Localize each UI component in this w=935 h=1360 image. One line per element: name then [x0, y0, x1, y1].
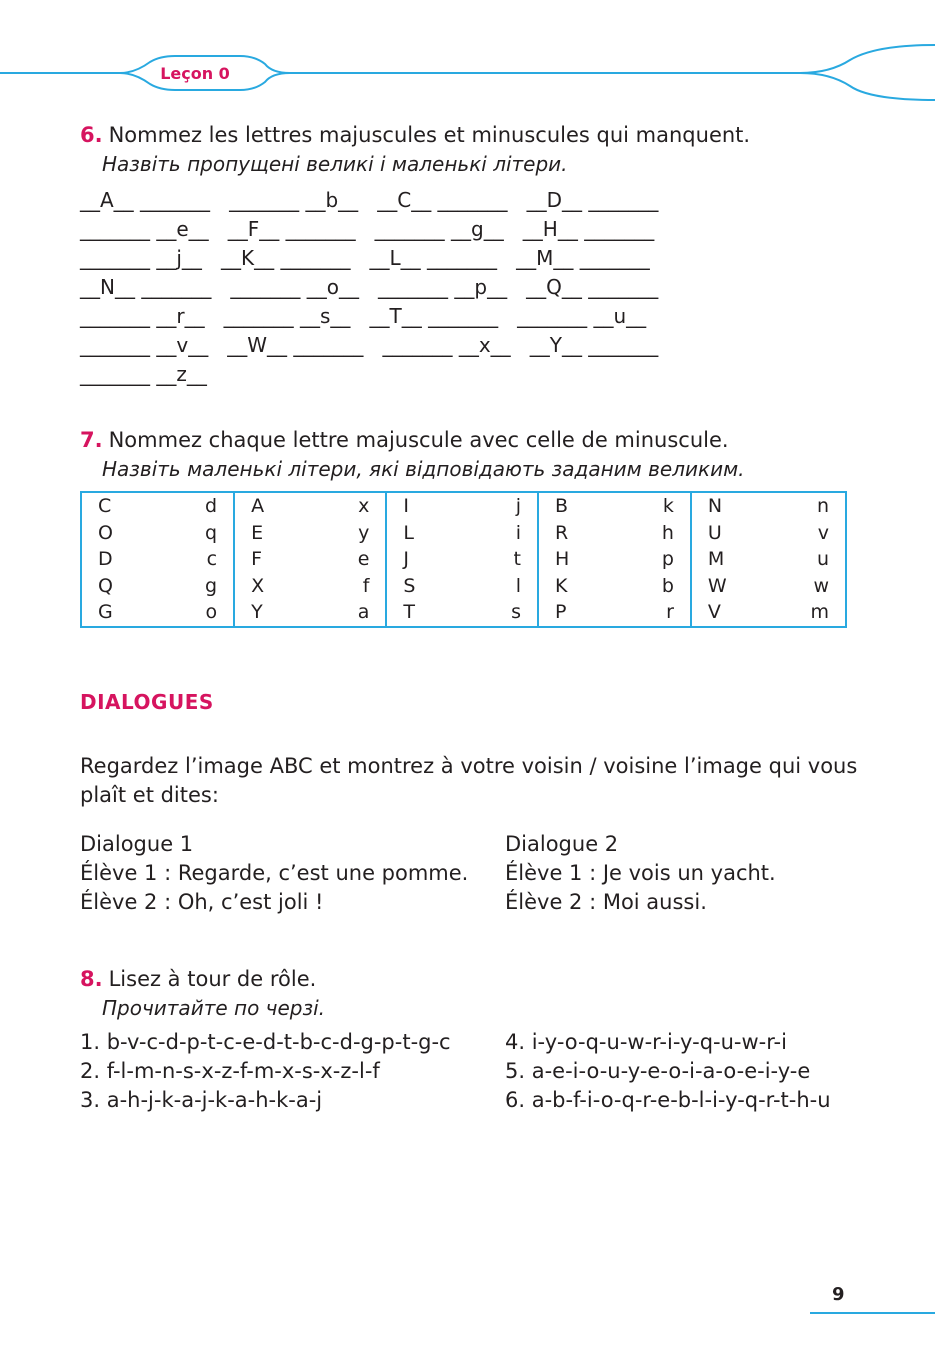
- letter-pair: [708, 493, 829, 520]
- dialogue-line: Élève 1 : Regarde, c’est une pomme.: [80, 861, 469, 885]
- exercise-subtitle: Прочитайте по черзі.: [102, 996, 326, 1020]
- blank-row: _______ __e__ __F__ _______ _______ __g__ __H__ _______: [80, 217, 655, 241]
- lowercase-letter: d: [205, 495, 218, 517]
- lowercase-letter: x: [358, 495, 370, 517]
- blank-row: __N__ _______ _______ __o__ _______ __p__ __Q__ _______: [80, 275, 659, 299]
- sequence-item: 5. a-e-i-o-u-y-e-o-i-a-o-e-i-y-e: [505, 1059, 811, 1083]
- letter-pair: [251, 599, 369, 626]
- lesson-label: Leçon 0: [160, 63, 230, 83]
- letter-pair: [555, 493, 674, 520]
- uppercase-letter: U: [707, 521, 722, 544]
- lowercase-letter: c: [206, 548, 218, 570]
- letter-pair: [251, 573, 369, 600]
- uppercase-letter: O: [98, 521, 113, 544]
- lowercase-letter: s: [511, 601, 521, 623]
- lowercase-letter: m: [810, 601, 829, 623]
- exercise-title: Nommez les lettres majuscules et minuscules qui manquent.: [108, 123, 751, 147]
- dialogue-line: Élève 2 : Oh, c’est joli !: [80, 890, 324, 914]
- exercise-title: Nommez chaque lettre majuscule avec celle de minuscule.: [108, 428, 729, 452]
- dialogue-line: Élève 2 : Moi aussi.: [505, 890, 707, 914]
- letter-matching-table: [80, 491, 847, 628]
- uppercase-letter: L: [403, 521, 414, 544]
- letter-pair: [251, 546, 369, 573]
- letter-pair: [251, 493, 369, 520]
- exercise-8-header: [80, 965, 325, 1023]
- lowercase-letter: g: [205, 574, 218, 597]
- exercise-subtitle: Назвіть маленькі літери, які відповідають заданим великим.: [102, 457, 745, 481]
- letter-pair: [403, 493, 521, 520]
- letter-pair: [555, 599, 674, 626]
- letter-pair: [403, 599, 521, 626]
- exercise-subtitle: Назвіть пропущені великі і маленькі літери.: [102, 152, 568, 176]
- lowercase-letter: o: [205, 601, 218, 623]
- lowercase-letter: n: [816, 495, 829, 517]
- blank-row: __A__ _______ _______ __b__ __C__ _______ __D__ _______: [80, 188, 659, 212]
- dialogue-1: [80, 830, 468, 917]
- uppercase-letter: J: [403, 548, 410, 570]
- letter-pair: [98, 546, 217, 573]
- uppercase-letter: A: [251, 495, 265, 517]
- lowercase-letter: f: [362, 574, 370, 597]
- blank-row: _______ __j__ __K__ _______ __L__ _______ __M__ _______: [80, 246, 650, 270]
- letter-column: [538, 492, 691, 627]
- blank-row: _______ __r__ _______ __s__ __T__ _______ _______ __u__: [80, 304, 647, 328]
- uppercase-letter: Q: [98, 574, 113, 597]
- uppercase-letter: M: [707, 548, 725, 570]
- exercise-number: 8.: [80, 967, 103, 991]
- lowercase-letter: e: [357, 548, 370, 570]
- sequence-item: 4. i-y-o-q-u-w-r-i-y-q-u-w-r-i: [505, 1030, 787, 1054]
- sequence-item: 1. b-v-c-d-p-t-c-e-d-t-b-c-d-g-p-t-g-c: [80, 1030, 451, 1054]
- lowercase-letter: y: [358, 521, 370, 544]
- uppercase-letter: E: [251, 521, 264, 544]
- lowercase-letter: u: [816, 548, 829, 570]
- uppercase-letter: V: [707, 601, 721, 623]
- sequence-item: 6. a-b-f-i-o-q-r-e-b-l-i-y-q-r-t-h-u: [505, 1088, 831, 1112]
- blank-row: _______ __v__ __W__ _______ _______ __x__ __Y__ _______: [80, 333, 659, 357]
- lowercase-letter: j: [515, 495, 521, 517]
- uppercase-letter: K: [555, 574, 568, 597]
- lowercase-letter: a: [357, 601, 370, 623]
- letter-pair: [403, 520, 521, 547]
- uppercase-letter: R: [555, 521, 569, 544]
- letter-pair: [403, 546, 521, 573]
- letter-pair: [98, 599, 217, 626]
- letter-pair: [708, 573, 829, 600]
- footer-rule: [810, 1312, 935, 1314]
- letter-pair: [98, 520, 217, 547]
- letter-pair: [708, 546, 829, 573]
- uppercase-letter: I: [403, 495, 410, 517]
- lowercase-letter: p: [661, 548, 674, 570]
- dialogue-instruction: Regardez l’image ABC et montrez à votre voisin / voisine l’image qui vous plaît et dites:: [80, 754, 858, 807]
- sequence-item: 3. a-h-j-k-a-j-k-a-h-k-a-j: [80, 1088, 323, 1112]
- lowercase-letter: r: [666, 601, 674, 623]
- lowercase-letter: v: [817, 521, 829, 544]
- header-decoration: [0, 0, 935, 110]
- dialogue-line: Élève 1 : Je vois un yacht.: [505, 861, 776, 885]
- lowercase-letter: l: [515, 574, 521, 597]
- sequence-item: 2. f-l-m-n-s-x-z-f-m-x-s-x-z-l-f: [80, 1059, 380, 1083]
- exercise-number: 6.: [80, 123, 103, 147]
- lowercase-letter: i: [515, 521, 521, 544]
- uppercase-letter: T: [403, 601, 416, 623]
- lowercase-letter: k: [662, 495, 674, 517]
- uppercase-letter: G: [98, 601, 113, 623]
- lowercase-letter: h: [661, 521, 674, 544]
- exercise-7-header: [80, 426, 745, 484]
- dialogue-title: Dialogue 1: [80, 832, 194, 856]
- lowercase-letter: b: [661, 574, 674, 597]
- letter-pair: [555, 546, 674, 573]
- uppercase-letter: H: [555, 548, 570, 570]
- lowercase-letter: t: [513, 548, 521, 570]
- page-number: 9: [832, 1284, 845, 1305]
- exercise-title: Lisez à tour de rôle.: [108, 967, 317, 991]
- letter-pair: [98, 493, 217, 520]
- uppercase-letter: B: [555, 495, 569, 517]
- letter-pair: [708, 599, 829, 626]
- uppercase-letter: F: [251, 548, 263, 570]
- uppercase-letter: X: [251, 574, 265, 597]
- uppercase-letter: C: [98, 495, 112, 517]
- lowercase-letter: q: [205, 521, 218, 544]
- uppercase-letter: D: [98, 548, 113, 570]
- letter-column: [386, 492, 538, 627]
- section-title: DIALOGUES: [80, 690, 214, 714]
- exercise-number: 7.: [80, 428, 103, 452]
- letter-column: [691, 492, 846, 627]
- uppercase-letter: Y: [251, 601, 263, 623]
- uppercase-letter: N: [707, 495, 723, 517]
- lowercase-letter: w: [813, 574, 829, 597]
- letter-column: [81, 492, 234, 627]
- uppercase-letter: W: [707, 574, 727, 597]
- blank-row: _______ __z__: [80, 362, 207, 386]
- exercise-6-header: [80, 121, 750, 179]
- sequence-list-right: [505, 1028, 831, 1115]
- uppercase-letter: S: [403, 574, 416, 597]
- letter-pair: [251, 520, 369, 547]
- letter-column: [234, 492, 386, 627]
- uppercase-letter: P: [555, 601, 567, 623]
- dialogue-title: Dialogue 2: [505, 832, 619, 856]
- letter-pair: [555, 520, 674, 547]
- dialogue-2: [505, 830, 776, 917]
- sequence-list-left: [80, 1028, 451, 1115]
- letter-pair: [555, 573, 674, 600]
- letter-pair: [98, 573, 217, 600]
- letter-pair: [403, 573, 521, 600]
- letter-pair: [708, 520, 829, 547]
